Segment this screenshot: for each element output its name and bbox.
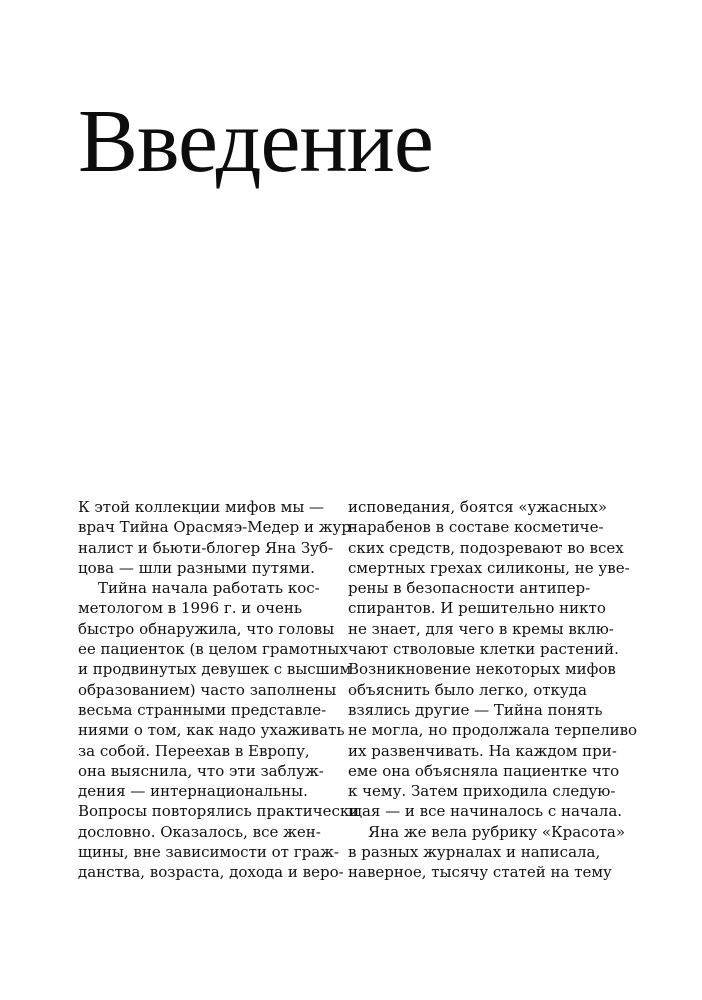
text-line: дения — интернациональны. xyxy=(78,782,308,801)
text-line: она выяснила, что эти заблуж- xyxy=(78,761,324,780)
text-line: дословно. Оказалось, все жен- xyxy=(78,822,321,841)
text-line: наверное, тысячу статей на тему xyxy=(348,863,612,882)
text-line: за собой. Переехав в Европу, xyxy=(78,741,310,760)
text-line: врач Тийна Орасмяэ-Медер и жур- xyxy=(78,518,357,537)
text-line: чают стволовые клетки растений. xyxy=(348,640,619,659)
text-line: ее пациенток (в целом грамотных xyxy=(78,640,348,659)
text-line: взялись другие — Тийна понять xyxy=(348,700,603,719)
text-line: не могла, но продолжала терпеливо xyxy=(348,721,638,740)
text-line: объяснить было легко, откуда xyxy=(348,680,587,699)
text-line: еме она объясняла пациентке что xyxy=(348,761,620,780)
text-line: метологом в 1996 г. и очень xyxy=(78,599,303,618)
text-line: весьма странными представле- xyxy=(78,700,327,719)
text-line: в разных журналах и написала, xyxy=(348,843,601,862)
text-line: смертных грехах силиконы, не уве- xyxy=(348,558,630,577)
text-line: данства, возраста, дохода и веро- xyxy=(78,863,344,882)
text-line: Вопросы повторялись практически xyxy=(78,802,360,821)
text-line: их развенчивать. На каждом при- xyxy=(348,741,617,760)
text-line: рены в безопасности антипер- xyxy=(348,579,591,598)
text-line: Возникновение некоторых мифов xyxy=(348,660,616,679)
text-line: щая — и все начиналось с начала. xyxy=(348,802,623,821)
text-line: к чему. Затем приходила следую- xyxy=(348,782,616,801)
text-line: ских средств, подозревают во всех xyxy=(348,538,624,557)
text-line: Тийна начала работать кос- xyxy=(98,579,320,598)
text-line: парабенов в составе косметиче- xyxy=(348,518,604,537)
right-text-column xyxy=(348,497,638,883)
text-line: образованием) часто заполнены xyxy=(78,680,337,699)
text-line: и продвинутых девушек с высшим xyxy=(78,660,352,679)
text-line: налист и бьюти-блогер Яна Зуб- xyxy=(78,538,334,557)
left-text-column xyxy=(78,497,360,883)
text-line: Яна же вела рубрику «Красота» xyxy=(368,822,626,841)
chapter-title: Введение xyxy=(78,92,433,191)
text-line: исповедания, боятся «ужасных» xyxy=(348,498,608,516)
text-line: цова — шли разными путями. xyxy=(78,558,315,577)
text-line: щины, вне зависимости от граж- xyxy=(78,843,339,862)
text-line: К этой коллекции мифов мы — xyxy=(78,498,325,516)
text-line: не знает, для чего в кремы вклю- xyxy=(348,619,614,638)
text-line: спирантов. И решительно никто xyxy=(348,599,606,618)
text-line: ниями о том, как надо ухаживать xyxy=(78,721,345,740)
text-line: быстро обнаружила, что головы xyxy=(78,619,335,638)
